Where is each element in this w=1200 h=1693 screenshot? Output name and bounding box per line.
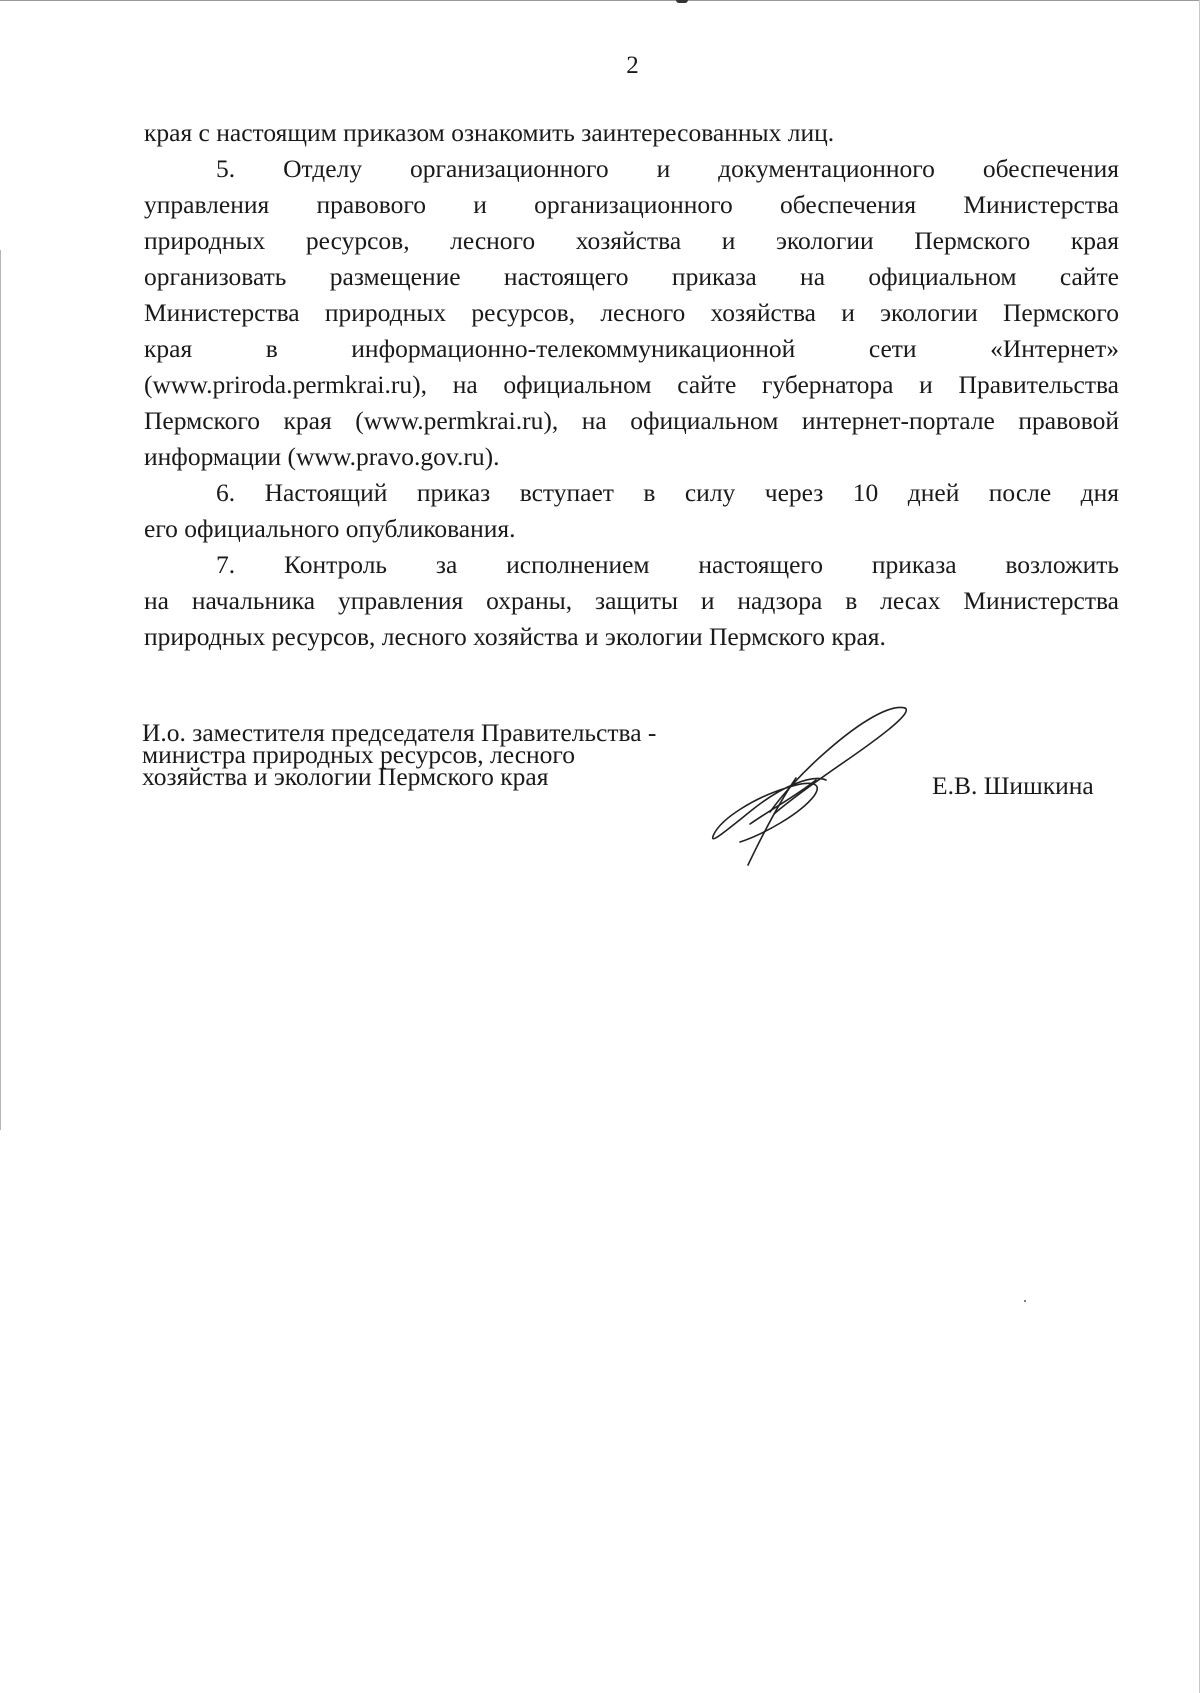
scan-speck <box>1024 1300 1026 1302</box>
body-line: управления правового и организационного обеспечения Министерства <box>144 190 1119 219</box>
document-body <box>144 115 1119 655</box>
body-line: информации (www.pravo.gov.ru). <box>144 442 500 471</box>
body-line: Министерства природных ресурсов, лесного хозяйства и экологии Пермского <box>144 298 1119 327</box>
signatory-name: Е.В. Шишкина <box>932 771 1094 800</box>
body-line: на начальника управления охраны, защиты и надзора в лесах Министерства <box>144 586 1119 615</box>
body-line: края с настоящим приказом ознакомить заинтересованных лиц. <box>144 118 835 147</box>
body-line: 6. Настоящий приказ вступает в силу через 10 дней после дня <box>216 478 1119 507</box>
signatory-position-line: министра природных ресурсов, лесного <box>142 740 575 769</box>
body-line: 5. Отделу организационного и документационного обеспечения <box>216 154 1119 183</box>
signatory-position-line: И.о. заместителя председателя Правительства - <box>142 718 657 747</box>
scan-top-edge <box>0 0 1200 1</box>
body-line: его официального опубликования. <box>144 514 516 543</box>
handwritten-signature-icon <box>700 700 920 875</box>
page-number: 2 <box>626 52 639 79</box>
body-line: (www.priroda.permkrai.ru), на официальном сайте губернатора и Правительства <box>144 370 1119 399</box>
scan-top-mark <box>676 0 688 3</box>
signatory-position <box>142 718 657 791</box>
body-line: Пермского края (www.permkrai.ru), на официальном интернет-портале правовой <box>144 406 1119 435</box>
body-line: природных ресурсов, лесного хозяйства и экологии Пермского края. <box>144 622 886 651</box>
signatory-position-line: хозяйства и экологии Пермского края <box>142 762 549 791</box>
body-line: края в информационно-телекоммуникационной сети «Интернет» <box>144 334 1119 363</box>
scan-left-edge <box>0 250 1 1130</box>
body-line: природных ресурсов, лесного хозяйства и экологии Пермского края <box>144 226 1119 255</box>
body-line: 7. Контроль за исполнением настоящего приказа возложить <box>216 550 1119 579</box>
body-line: организовать размещение настоящего приказа на официальном сайте <box>144 262 1119 291</box>
